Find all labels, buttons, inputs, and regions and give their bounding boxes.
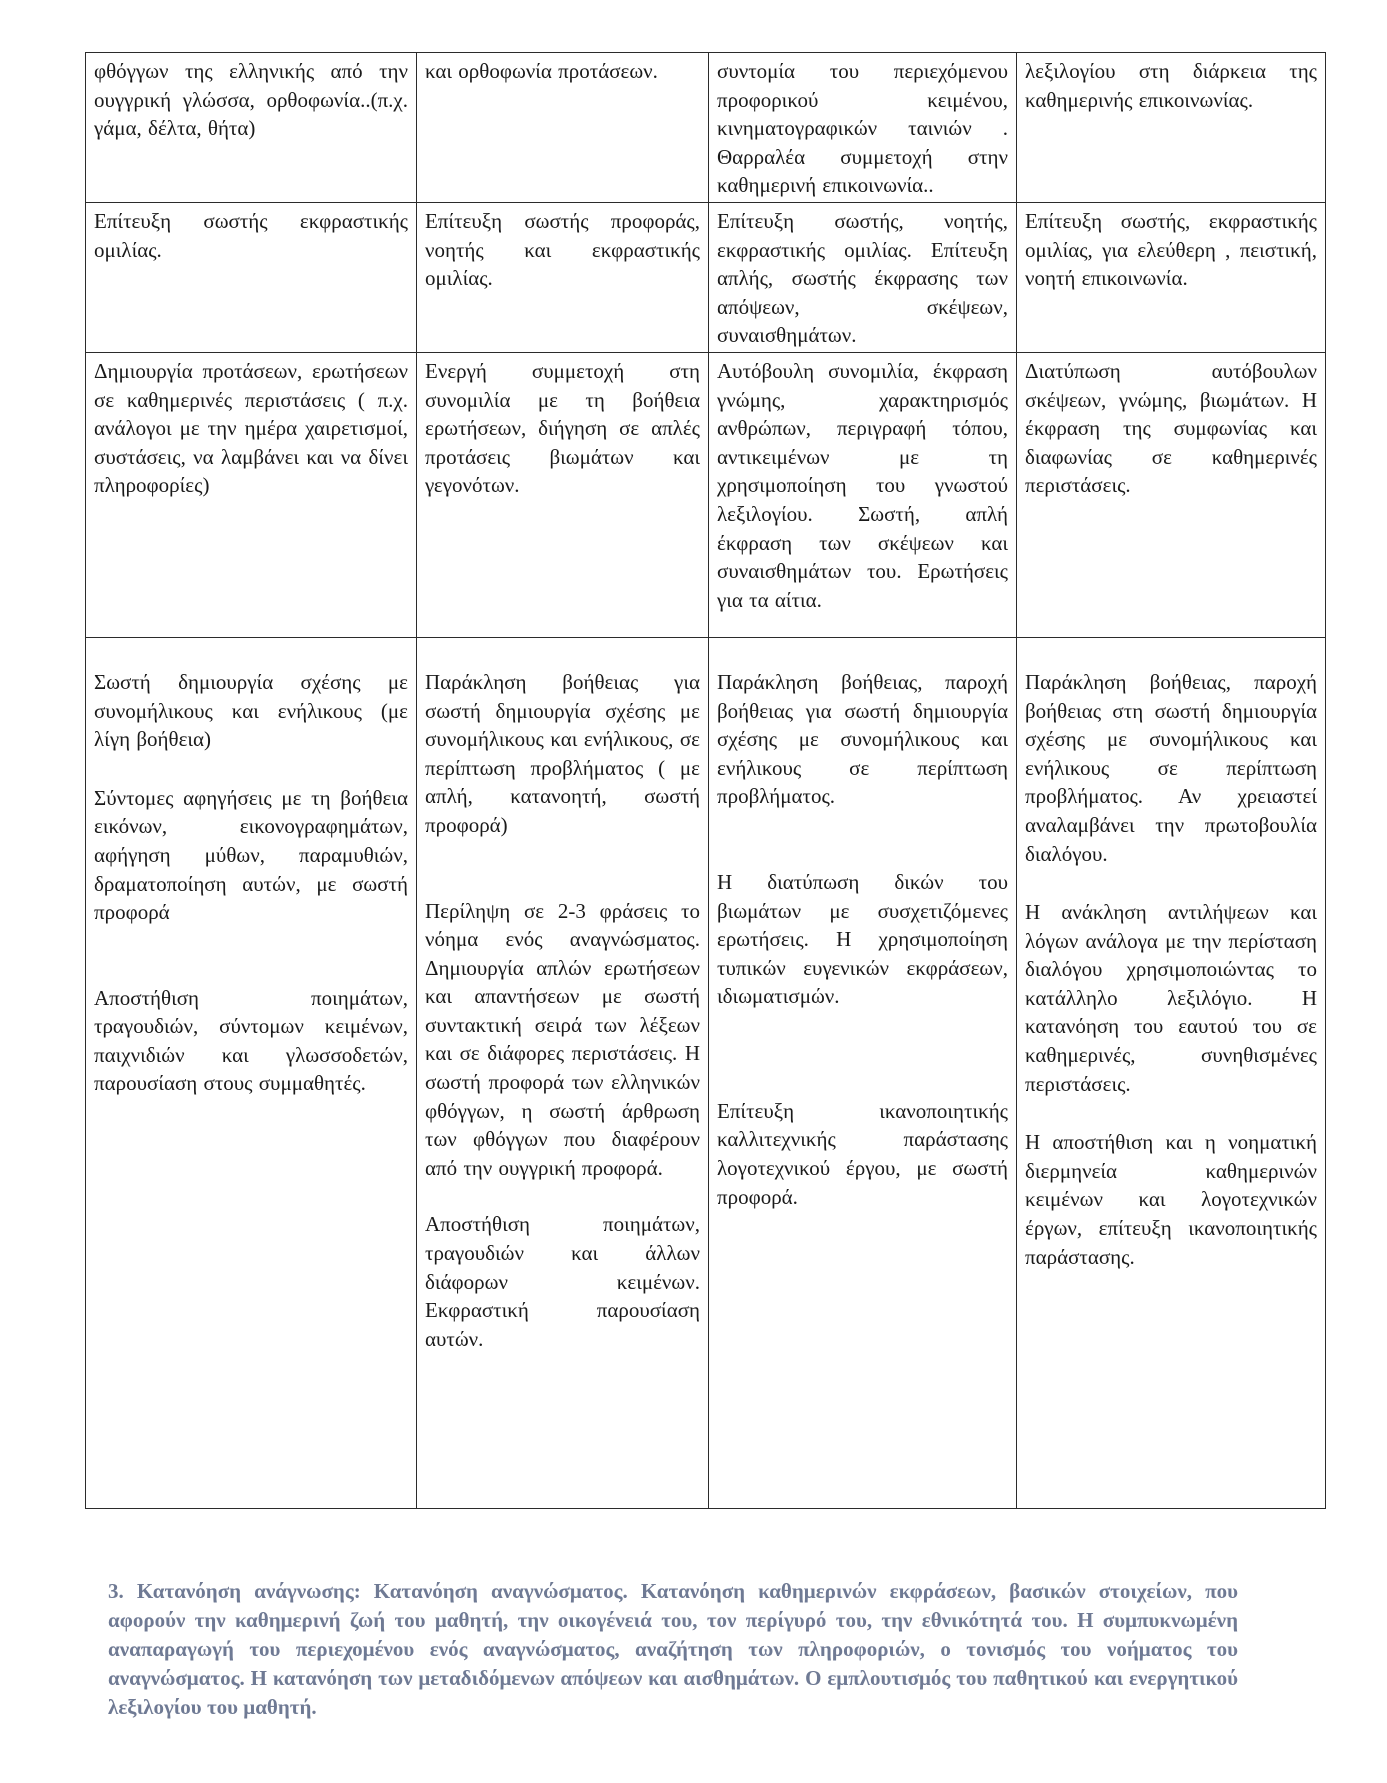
section-reading-comprehension: 3. Κατανόηση ανάγνωσης: Κατανόηση αναγνώσματος. Κατανόηση καθημερινών εκφράσεων, βασικών στοιχείων, που αφορούν την καθημερινή ζωή του μαθητή, την οικογένειά του, τον περίγυρό του, την εθνικότητά του. Η συμπυκνωμένη αναπαραγωγή του περιεχομένου ενός αναγνώσματος, αναζήτηση των πληροφοριών, ο τονισμός του νοήματος του αναγνώσματος. Η κατανόηση των μεταδιδόμενων απόψεων και αισθημάτων. Ο εμπλουτισμός του παθητικού και ενεργητικού λεξιλογίου του μαθητή. xyxy=(108,1579,1238,1719)
cell-paragraph: Παράκληση βοήθειας για σωστή δημιουργία σχέσης με συνομήλικους και ενήλικους, σε περίπτωση προβλήματος ( με απλή, κατανοητή, σωστή προφορά) xyxy=(425,669,700,837)
table-cell: Επίτευξη σωστής εκφραστικής ομιλίας. xyxy=(86,202,417,352)
cell-paragraph: Σύντομες αφηγήσεις με τη βοήθεια εικόνων, εικονογραφημάτων, αφήγηση μύθων, παραμυθιών, δραματοποίηση αυτών, με σωστή προφορά xyxy=(94,785,408,925)
table-cell: Δημιουργία προτάσεων, ερωτήσεων σε καθημερινές περιστάσεις ( π.χ. ανάλογοι με την ημέρα χαιρετισμοί, συστάσεις, να λαμβάνει και να δίνει πληροφορίες) xyxy=(86,352,417,637)
cell-paragraph: Σωστή δημιουργία σχέσης με συνομήλικους και ενήλικους (με λίγη βοήθεια) xyxy=(94,669,408,752)
table-cell: και ορθοφωνία προτάσεων. xyxy=(417,53,709,203)
cell-paragraph: Περίληψη σε 2-3 φράσεις το νόημα ενός αναγνώσματος. Δημιουργία απλών ερωτήσεων και απαντήσεων με σωστή συντακτική σειρά των λέξεων και σε διάφορες περιστάσεις. Η σωστή προφορά των ελληνικών φθόγγων, η σωστή άρθρωση των φθόγγων που διαφέρουν από την ουγγρική προφορά. xyxy=(425,898,700,1180)
table-cell xyxy=(1017,637,1326,1508)
table-cell: Αυτόβουλη συνομιλία, έκφραση γνώμης, χαρακτηρισμός ανθρώπων, περιγραφή τόπου, αντικειμένων με τη χρησιμοποίηση του γνωστού λεξιλογίου. Σωστή, απλή έκφραση των σκέψεων και συναισθημάτων του. Ερωτήσεις για τα αίτια. xyxy=(709,352,1017,637)
table-row xyxy=(86,637,1326,1508)
table-cell: συντομία του περιεχόμενου προφορικού κειμένου, κινηματογραφικών ταινιών . Θαρραλέα συμμετοχή στην καθημερινή επικοινωνία.. xyxy=(709,53,1017,203)
table-cell xyxy=(417,637,709,1508)
table-cell: Επίτευξη σωστής, εκφραστικής ομιλίας, για ελεύθερη , πειστική, νοητή επικοινωνία. xyxy=(1017,202,1326,352)
table-cell: Επίτευξη σωστής προφοράς, νοητής και εκφραστικής ομιλίας. xyxy=(417,202,709,352)
cell-paragraph: Αποστήθιση ποιημάτων, τραγουδιών και άλλων διάφορων κειμένων. Εκφραστική παρουσίαση αυτών. xyxy=(425,1212,700,1351)
table-row xyxy=(86,53,1326,203)
curriculum-table xyxy=(85,52,1326,1509)
cell-paragraph: Επίτευξη ικανοποιητικής καλλιτεχνικής παράστασης λογοτεχνικού έργου, με σωστή προφορά. xyxy=(717,1098,1008,1209)
table-row xyxy=(86,202,1326,352)
cell-paragraph: Η αποστήθιση και η νοηματική διερμηνεία καθημερινών κειμένων και λογοτεχνικών έργων, επίτευξη ικανοποιητικής παράστασης. xyxy=(1025,1130,1317,1269)
cell-paragraph: Παράκληση βοήθειας, παροχή βοήθειας στη σωστή δημιουργία σχέσης με συνομήλικους και ενήλικους σε περίπτωση προβλήματος. Αν χρειαστεί αναλαμβάνει την πρωτοβουλία διαλόγου. xyxy=(1025,669,1317,866)
cell-paragraph: Η ανάκληση αντιλήψεων και λόγων ανάλογα με την περίσταση διαλόγου χρησιμοποιώντας το κατάλληλο λεξιλόγιο. Η κατανόηση του εαυτού του σε καθημερινές, συνηθισμένες περιστάσεις. xyxy=(1025,900,1317,1096)
table-cell xyxy=(86,637,417,1508)
table-row xyxy=(86,352,1326,637)
table-cell: Ενεργή συμμετοχή στη συνομιλία με τη βοήθεια ερωτήσεων, διήγηση σε απλές προτάσεις βιωμάτων και γεγονότων. xyxy=(417,352,709,637)
table-cell: φθόγγων της ελληνικής από την ουγγρική γλώσσα, ορθοφωνία..(π.χ. γάμα, δέλτα, θήτα) xyxy=(86,53,417,203)
cell-paragraph: Αποστήθιση ποιημάτων, τραγουδιών, σύντομων κειμένων, παιχνιδιών και γλωσσοδετών, παρουσίαση στους συμμαθητές. xyxy=(94,985,408,1096)
table-cell: λεξιλογίου στη διάρκεια της καθημερινής επικοινωνίας. xyxy=(1017,53,1326,203)
table-cell: Διατύπωση αυτόβουλων σκέψεων, γνώμης, βιωμάτων. Η έκφραση της συμφωνίας και διαφωνίας σε καθημερινές περιστάσεις. xyxy=(1017,352,1326,637)
table-cell: Επίτευξη σωστής, νοητής, εκφραστικής ομιλίας. Επίτευξη απλής, σωστής έκφρασης των απόψεων, σκέψεων, συναισθημάτων. xyxy=(709,202,1017,352)
cell-paragraph: Η διατύπωση δικών του βιωμάτων με συσχετιζόμενες ερωτήσεις. Η χρησιμοποίηση τυπικών ευγενικών εκφράσεων, ιδιωματισμών. xyxy=(717,869,1008,1009)
cell-paragraph: Παράκληση βοήθειας, παροχή βοήθειας για σωστή δημιουργία σχέσης με συνομήλικους και ενήλικους σε περίπτωση προβλήματος. xyxy=(717,669,1008,809)
table-cell xyxy=(709,637,1017,1508)
